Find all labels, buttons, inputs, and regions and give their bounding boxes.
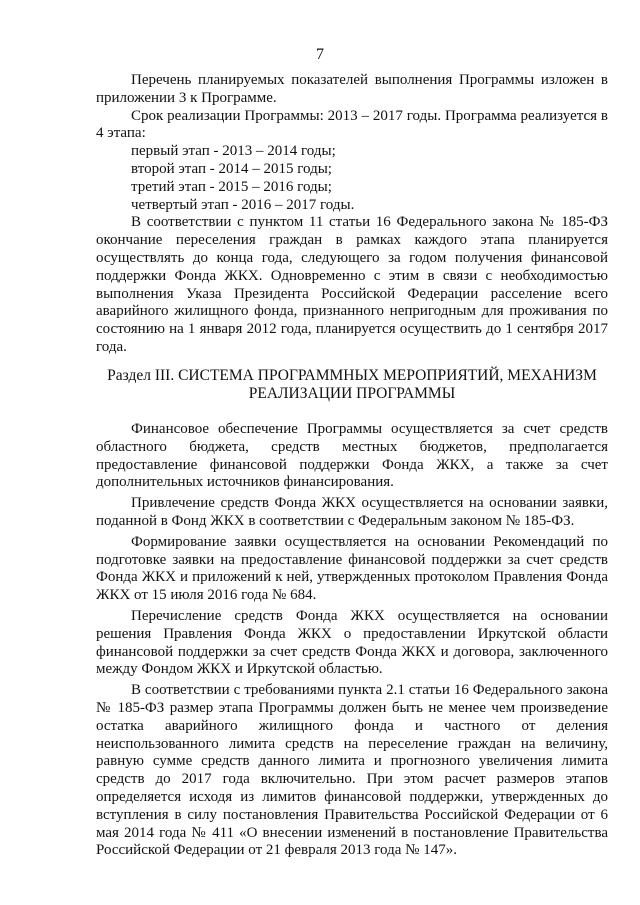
paragraph-term: Срок реализации Программы: 2013 – 2017 годы. Программа реализуется в 4 этапа:: [96, 107, 608, 142]
section-heading: [96, 367, 608, 403]
paragraph-fund-attraction: Привлечение средств Фонда ЖКХ осуществляется на основании заявки, поданной в Фонд ЖКХ в соответствии с Федеральным законом № 185-ФЗ.: [96, 495, 608, 529]
paragraph-resettlement: В соответствии с пунктом 11 статьи 16 Федерального закона № 185-ФЗ окончание переселения граждан в рамках каждого этапа планируется осуществлять до конца года, следующего за годом получения финансовой поддержки Фонда ЖКХ. Одновременно с этим в связи с необходимостью выполнения Указа Президента Российской Федерации расселение всего аварийного жилищного фонда, признанного непригодным для проживания по состоянию на 1 января 2012 года, планируется осуществить до 1 сентября 2017 года.: [96, 214, 608, 355]
paragraph-application: Формирование заявки осуществляется на основании Рекомендаций по подготовке заявки на предоставление финансовой поддержки за счет средств Фонда ЖКХ и приложений к ней, утвержденных протоколом Правления Фонда ЖКХ от 15 июля 2016 года № 684.: [96, 533, 608, 604]
intro-block: [96, 72, 608, 357]
paragraph-indicators: Перечень планируемых показателей выполнения Программы изложен в приложении 3 к Программе.: [96, 72, 608, 106]
paragraph-transfer: Перечисление средств Фонда ЖКХ осуществляется на основании решения Правления Фонда ЖКХ о предоставлении Иркутской области финансовой поддержки за счет средств Фонда ЖКХ и договора, заключенного между Фондом ЖКХ и Иркутской областью.: [96, 607, 608, 678]
stage-item-3: третий этап - 2015 – 2016 годы;: [131, 178, 332, 195]
section-body: [96, 421, 608, 860]
stage-item-4: четвертый этап - 2016 – 2017 годы.: [131, 196, 355, 213]
stage-item-2: второй этап - 2014 – 2015 годы;: [131, 160, 332, 177]
page-number: 7: [316, 46, 324, 63]
paragraph-financing: Финансовое обеспечение Программы осуществляется за счет средств областного бюджета, средств местных бюджетов, предполагается предоставление финансовой поддержки Фонда ЖКХ, а также за счет дополнительных источников финансирования.: [96, 421, 608, 491]
stage-item-1: первый этап - 2013 – 2014 годы;: [131, 143, 336, 160]
section-heading-line-1: Раздел III. СИСТЕМА ПРОГРАММНЫХ МЕРОПРИЯТИЙ, МЕХАНИЗМ: [107, 367, 597, 384]
paragraph-stage-size: В соответствии с требованиями пункта 2.1 статьи 16 Федерального закона № 185-ФЗ размер этапа Программы должен быть не менее чем произведение остатка аварийного жилищного фонда и частного от деления неиспользованного лимита средств на переселение граждан на величину, равную сумме средств данного лимита и прогнозного увеличения лимита средств до 2017 года включительно. При этом расчет размеров этапов определяется исходя из лимитов финансовой поддержки, утвержденных до вступления в силу постановления Правительства Российской Федерации от 6 мая 2014 года № 411 «О внесении изменений в постановление Правительства Российской Федерации от 21 февраля 2013 года № 147».: [96, 682, 608, 859]
section-heading-line-2: РЕАЛИЗАЦИИ ПРОГРАММЫ: [248, 385, 456, 402]
